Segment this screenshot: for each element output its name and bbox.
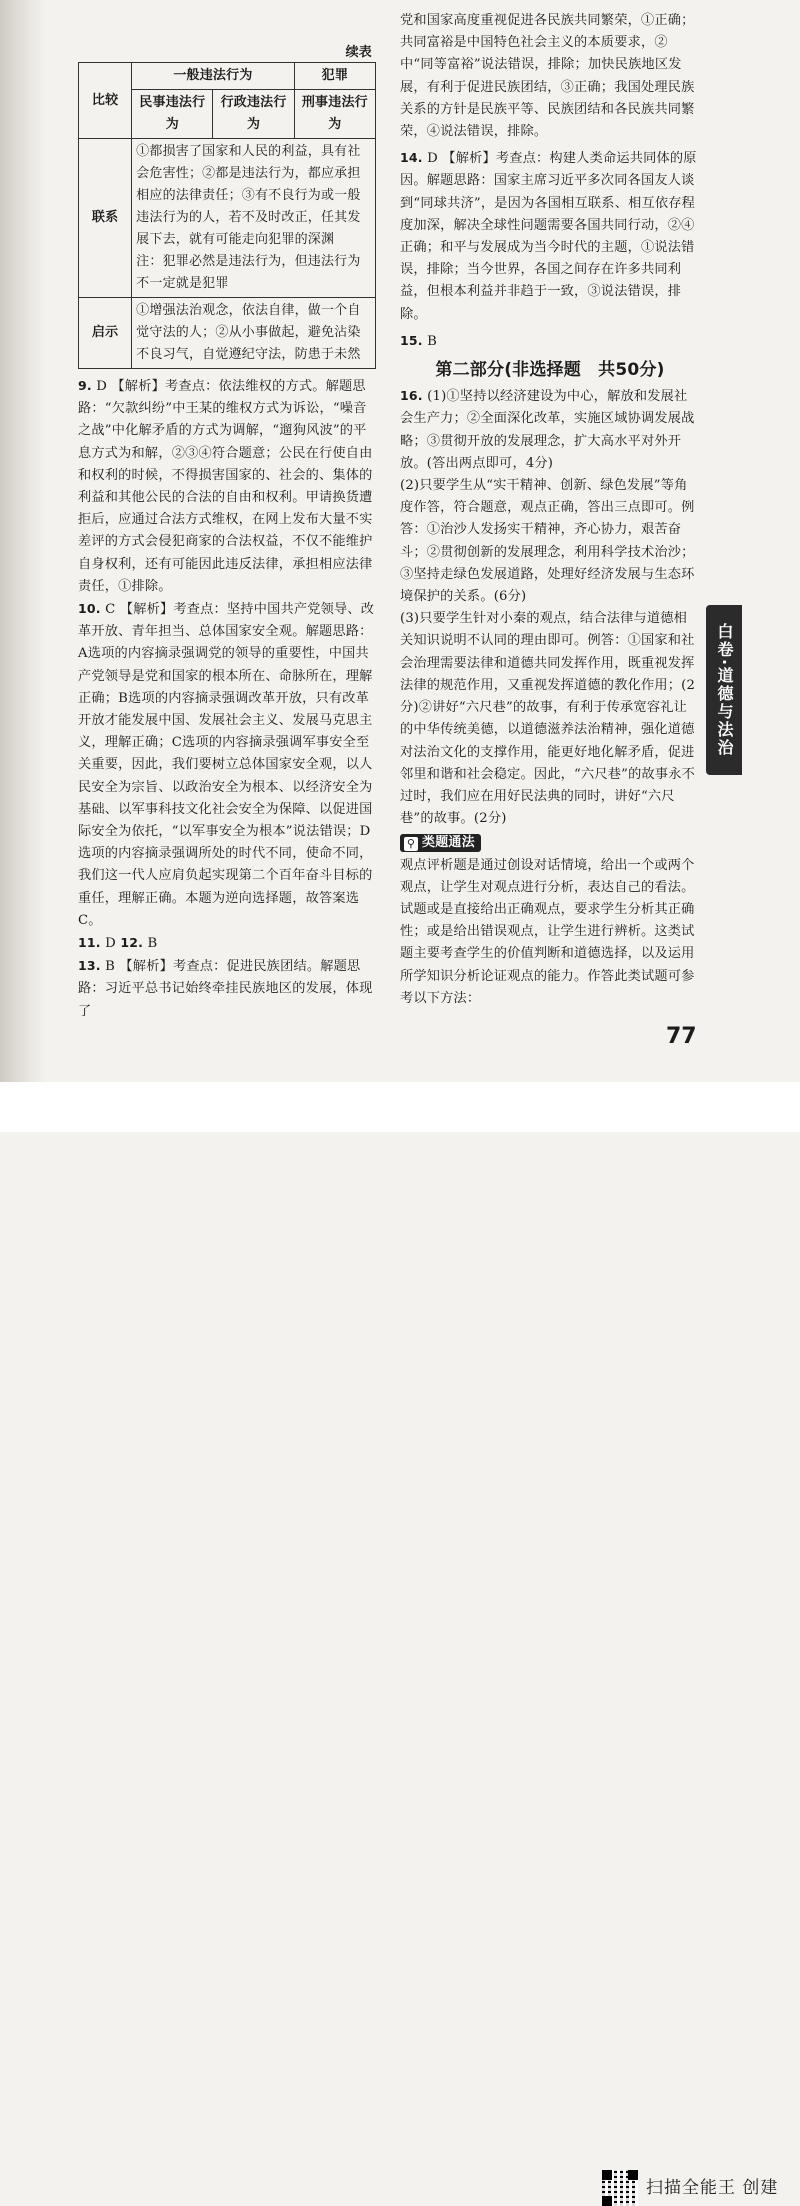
- continued-label: 续表: [345, 45, 372, 60]
- right-column: [400, 10, 700, 1010]
- question-number: 10.: [78, 601, 101, 617]
- insight-text: ①增强法治观念，依法自律，做一个自觉守法的人；②从小事做起，避免沾染不良习气，自觉遵纪守法，防患于未然: [132, 298, 376, 369]
- link-cell: [132, 139, 376, 298]
- qr-code-icon: [602, 2170, 638, 2206]
- criminal-violation-header: 刑事违法行为: [294, 90, 375, 139]
- method-tip-title: 类题通法: [422, 835, 475, 851]
- link-text: ①都损害了国家和人民的利益，具有社会危害性；②都是违法行为，都应承担相应的法律责任；③有不良行为或一般违法行为的人，若不及时改正，任其发展下去，就有可能走向犯罪的深渊: [136, 144, 361, 247]
- compare-label: 比较: [79, 63, 132, 139]
- method-tip-text: 观点评析题是通过创设对话情境，给出一个或两个观点，让学生对观点进行分析，表达自己的看法。试题或是直接给出正确观点，要求学生分析其正确性；或是给出错误观点，让学生进行辨析。这类试题主要考查学生的价值判断和道德选择，以及运用所学知识分析论证观点的能力。作答此类试题可参考以下方法：: [400, 857, 695, 1006]
- answer-text: B: [143, 936, 158, 952]
- crime-header: 犯罪: [294, 63, 375, 90]
- subject-side-tab: 白卷·道德与法治: [706, 605, 742, 775]
- answer-10: [78, 598, 378, 932]
- book-spine-shadow: [0, 0, 46, 1132]
- answer-text: D: [100, 936, 121, 952]
- administrative-violation-header: 行政违法行为: [213, 90, 294, 139]
- part-two-title: 第二部分(非选择题 共50分): [435, 360, 665, 381]
- link-note: 注：犯罪必然是违法行为，但违法行为不一定就是犯罪: [136, 254, 361, 291]
- comparison-table: [78, 62, 376, 369]
- answer-16-part-2: (2)只要学生从“实干精神、创新、绿色发展”等角度作答，符合题意，观点正确，答出三点即可。例答：①治沙人发扬实干精神，齐心协力，艰苦奋斗；②贯彻创新的发展理念，利用科学技术治沙；③坚持走绿色发展道路，处理好经济发展与生态环境保护的关系。(6分): [400, 478, 695, 605]
- question-number: 14.: [400, 150, 423, 166]
- answer-16-part-3: (3)只要学生针对小秦的观点，结合法律与道德相关知识说明不认同的理由即可。例答：①国家和社会治理需要法律和道德共同发挥作用，既重视发挥法律的规范作用，又重视发挥道德的教化作用；(2分)②讲好“六尺巷”的故事，有利于传承宽容礼让的中华传统美德，以道德滋养法治精神，强化道德对法治文化的支撑作用，能更好地化解矛盾，促进邻里和谐和社会稳定。因此，“六尺巷”的故事永不过时，我们应在用好民法典的同时，讲好“六尺巷”的故事。(2分): [400, 611, 696, 827]
- question-number: 11.: [78, 935, 101, 951]
- question-number: 16.: [400, 388, 423, 404]
- answer-text: (1)①坚持以经济建设为中心，解放和发展社会生产力；②全面深化改革，实施区域协调发展战略；③贯彻开放的发展理念，扩大高水平对外开放。(答出两点即可，4分): [400, 389, 695, 471]
- question-number: 9.: [78, 378, 92, 393]
- civil-violation-header: 民事违法行为: [132, 90, 213, 139]
- answer-text: C 【解析】考查点：坚持中国共产党领导、改革开放、青年担当、总体国家安全观。解题思路：A选项的内容摘录强调党的领导的重要性，中国共产党领导是党和国家的根本所在、命脉所在，理解正确；B选项的内容摘录强调改革开放，只有改革开放才能发展中国、发展社会主义、发展马克思主义，理解正确；C选项的内容摘录强调军事安全至关重要，因此，我们要树立总体国家安全观，以人民安全为宗旨、以政治安全为根本、以经济安全为基础、以军事科技文化社会安全为保障、以促进国际安全为依托，“以军事安全为根本”说法错误；D选项的内容摘录强调所处的时代不同，使命不同，我们这一代人应肩负起实现第二个百年奋斗目标的重任，理解正确。本题为逆向选择题，故答案选C。: [78, 602, 375, 928]
- question-number: 15.: [400, 332, 423, 348]
- insight-label: 启示: [79, 298, 132, 369]
- left-column: [78, 44, 378, 1023]
- page-number: 77: [666, 1024, 697, 1049]
- key-icon: ⚲: [404, 837, 418, 851]
- answer-11-12: [78, 932, 378, 955]
- question-number: 13.: [78, 958, 101, 974]
- answer-text: D 【解析】考查点：依法维权的方式。解题思路：“欠款纠纷”中王某的维权方式为诉讼，“噪音之战”中化解矛盾的方式为调解，“遛狗风波”的平息方式为和解，②③④符合题意；公民在行使自由和权利的时候，不得损害国家的、社会的、集体的利益和其他公民的合法的自由和权利。甲请换货遭拒后，应通过合法方式维权，在网上发布大量不实差评的方式会侵犯商家的合法权益，不仅不能维护自身权利，还有可能因此违反法律，承担相应法律责任，①排除。: [78, 379, 373, 594]
- answer-text: B 【解析】考查点：促进民族团结。解题思路：习近平总书记始终牵挂民族地区的发展，体现了: [78, 959, 373, 1019]
- answer-14: [400, 147, 700, 326]
- answer-text: B: [422, 333, 438, 349]
- question-number: 12.: [120, 935, 144, 951]
- scanner-watermark-text: 扫描全能王 创建: [646, 2178, 779, 2198]
- answer-text: D 【解析】考查点：构建人类命运共同体的原因。解题思路：国家主席习近平多次同各国友人谈到“同球共济”，是因为各国相互联系、相互依存程度加深，解决全球性问题需要各国共同行动，②④正确；和平与发展成为当今时代的主题，①说法错误，排除；当今世界，各国之间存在许多共同利益，但根本利益并非趋于一致，③说法错误，排除。: [400, 151, 697, 322]
- answer-13: [78, 955, 378, 1023]
- answer-9: [78, 375, 378, 598]
- general-violation-header: 一般违法行为: [132, 63, 295, 90]
- link-label: 联系: [79, 139, 132, 298]
- answer-16-part-1: [400, 385, 700, 475]
- method-tip-tag: [400, 834, 481, 852]
- scanner-footer: [0, 1082, 800, 2198]
- answer-13-continued: 党和国家高度重视促进各民族共同繁荣，①正确；共同富裕是中国特色社会主义的本质要求，②中“同等富裕”说法错误，排除；加快民族地区发展，有利于促进民族团结，③正确；我国处理民族关系的方针是民族平等、民族团结和各民族共同繁荣，④说法错误，排除。: [400, 13, 695, 140]
- answer-15: [400, 330, 700, 353]
